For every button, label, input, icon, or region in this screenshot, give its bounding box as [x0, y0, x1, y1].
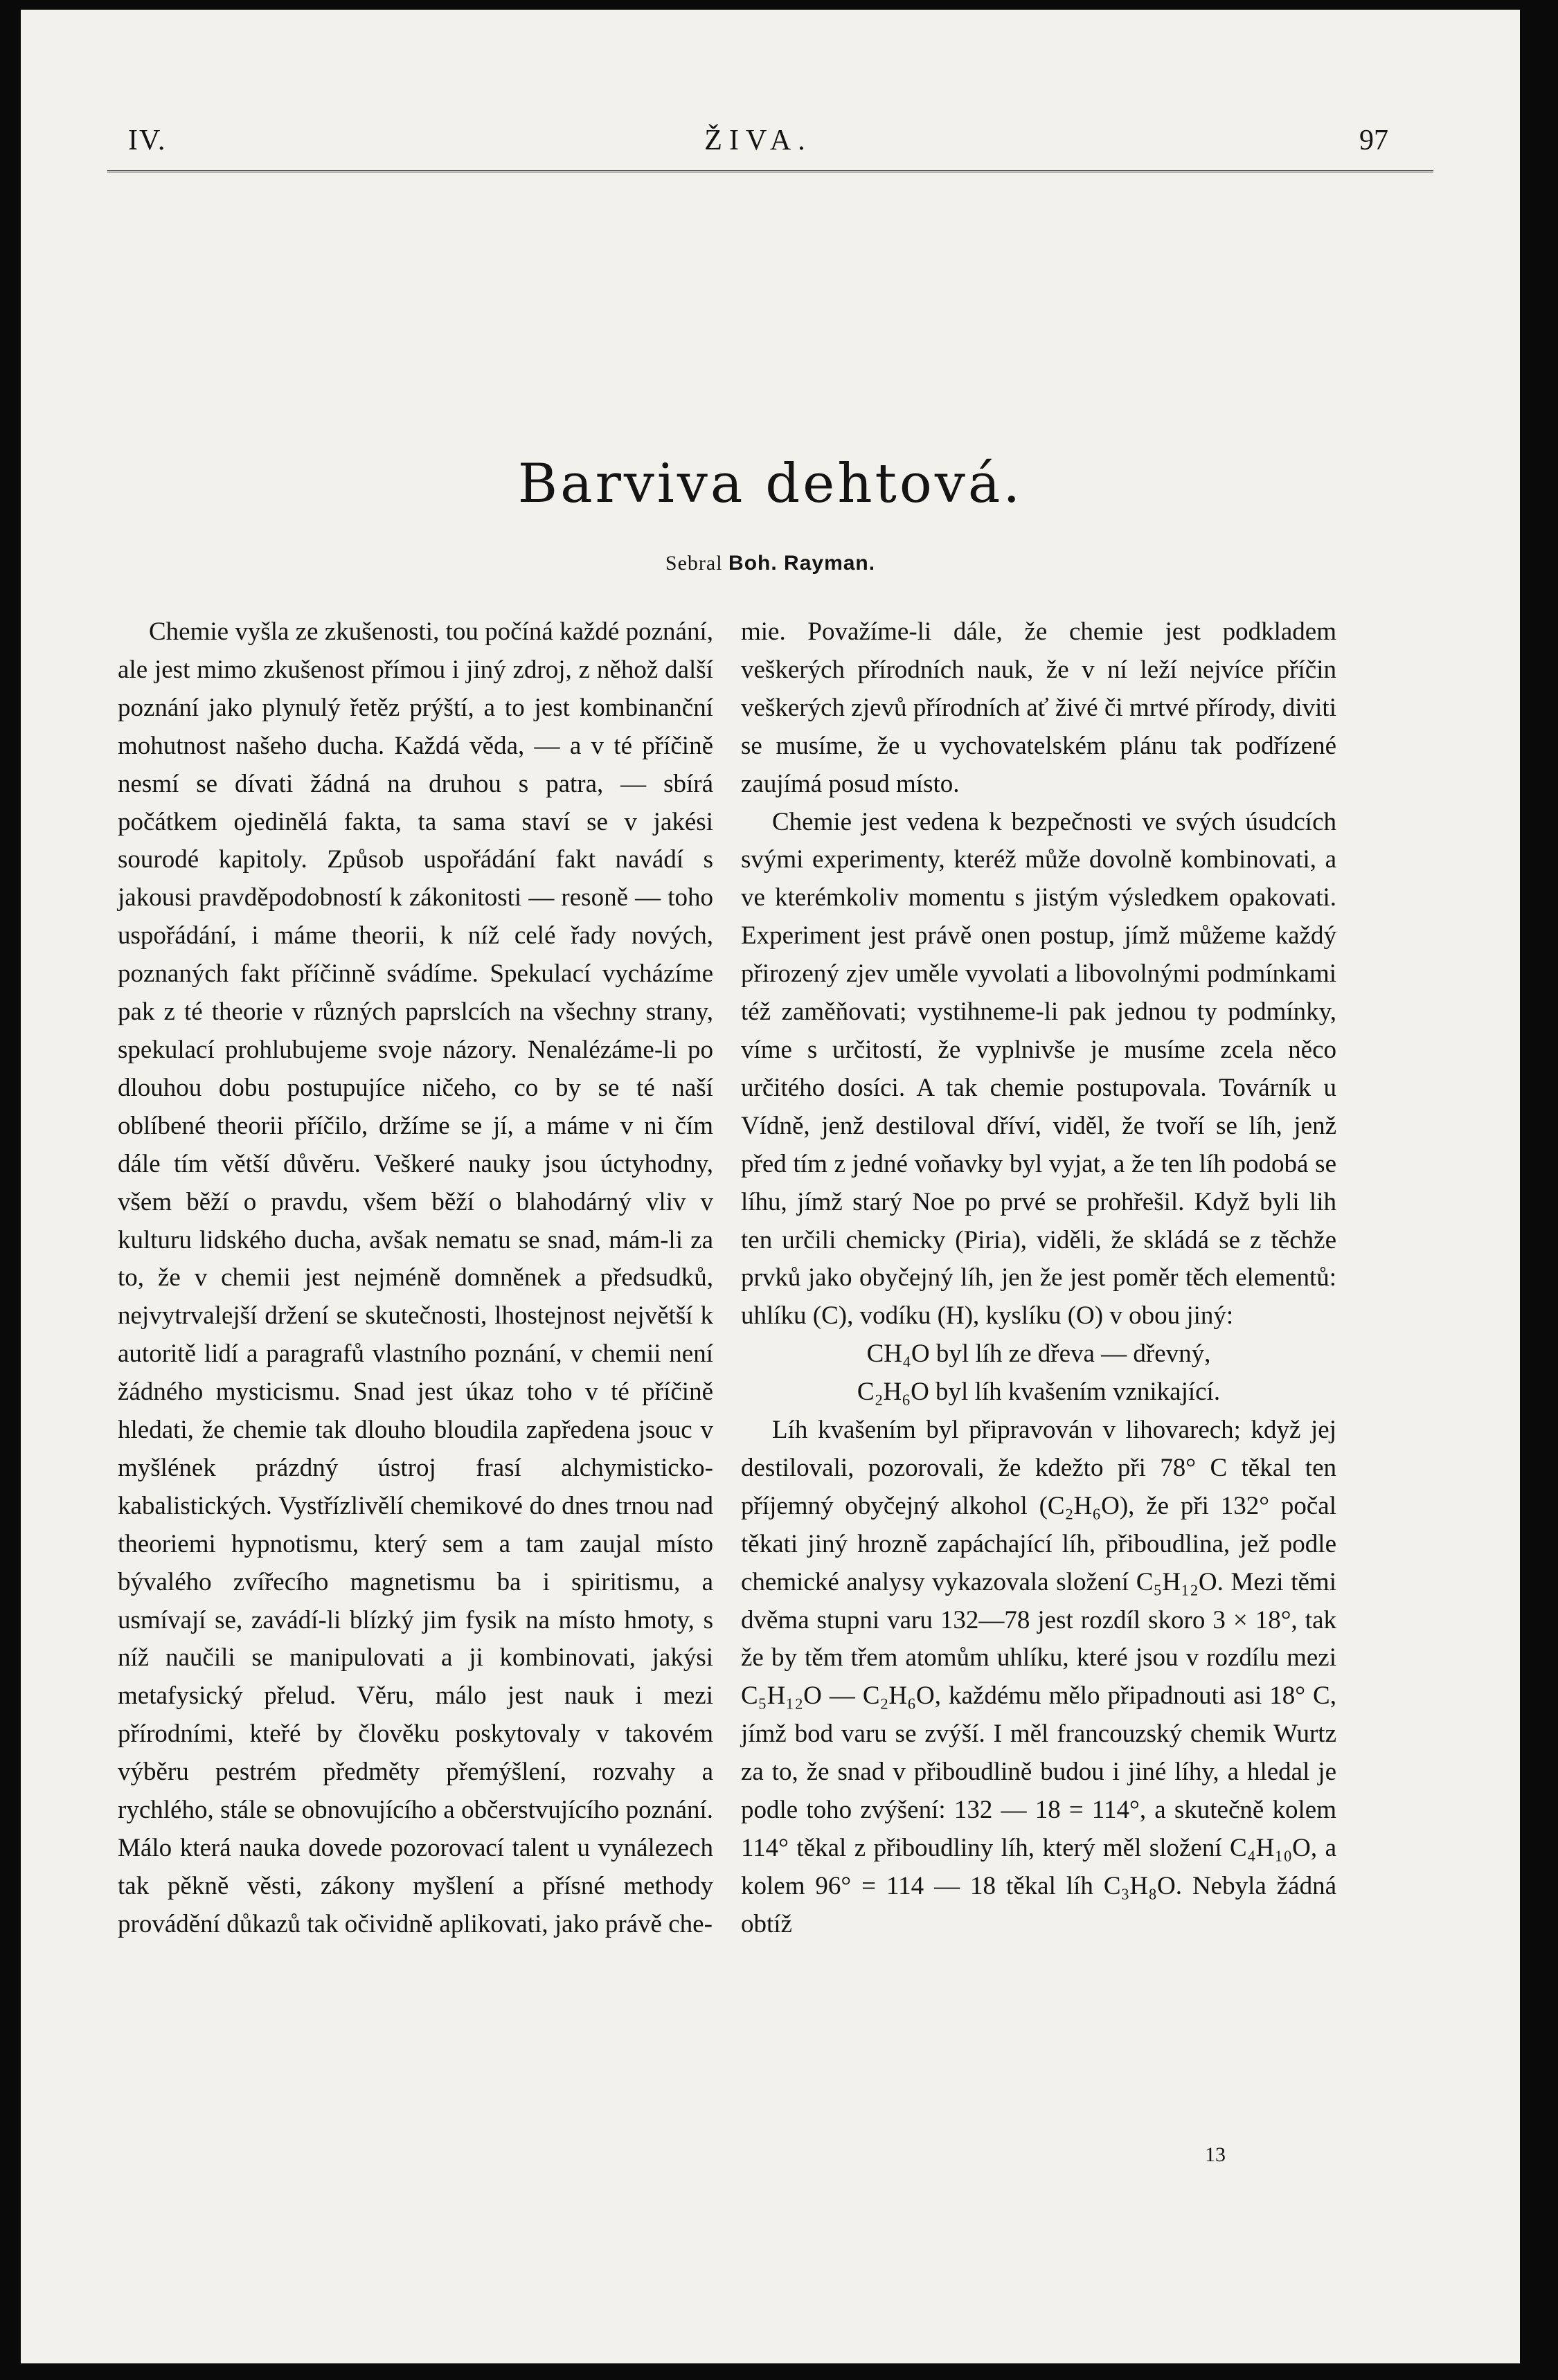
journal-page [21, 10, 1520, 2363]
paragraph: Chemie vyšla ze zkušenosti, tou počíná každé poznání, ale jest mimo zkušenost přímou i jiný zdroj, z něhož další poznání jako plynulý řetěz prýští, a to jest kombinanční mohutnost našeho ducha. Každá věda, — a v té příčině nesmí se dívati žádná na druhou s patra, — sbírá počátkem ojedinělá fakta, ta sama staví se v jakési sourodé kapitoly. Způsob uspořádání fakt navádí s jakousi pravděpodobností k zákonitosti — resoně — toho uspořádání, i máme theorii, k níž celé řady nových, poznaných fakt příčinně svádíme. Spekulací vycházíme pak z té theorie v různých paprslcích na všechny strany, spekulací prohlubujeme svoje názory. Nenalézáme-li po dlouhou dobu postupujíce ničeho, co by se té naší oblíbené theorii příčilo, držíme se jí, a máme v ni čím dále tím větší důvěru. Veškeré nauky jsou úctyhodny, všem běží o pravdu, všem běží o blahodárný vliv v kulturu lidského ducha, avšak nematu se snad, mám-li za to, že v chemii jest nejméně domněnek a předsudků, nejvytrvalejší držení se skutečnosti, lhostejnost největší k autoritě lidí a paragrafů vlastního poznání, v chemii není žádného mysticismu. Snad jest úkaz toho v té příčině hledati, že chemie tak dlouho bloudila zapředena jsouc v myšlének prázdný ústroj frasí alchymisticko-kabalistických. Vystřízlivělí chemikové do dnes trnou nad theoriemi hypnotismu, který sem a tam zaujal místo bývalého zvířecího magnetismu ba i spiritismu, a usmívají se, zavádí-li blízký jim fysik na místo hmoty, s níž naučili se manipulovati a ji kombinovati, jakýsi metafysický přelud. Věru, málo jest nauk i mezi přírodními, kteřé by člověku poskytovaly v takovém výběru pestrém předměty přemýšlení, rozvahy a rychlého, stále se obnovujícího a občerstvujícího poznání. Málo která nauka dovede pozorovací talent u vynálezech tak pěkně věsti, zákony myšlení a přísné methody provádění důkazů tak očividně aplikovati, jako právě che- [118, 617, 713, 1938]
signature-mark: 13 [1205, 2143, 1226, 2166]
formula-wood-alcohol: CH₄O byl líh ze dřeva — dřevný, [866, 1340, 1211, 1369]
article-title: Barviva dehtová. [517, 453, 1023, 515]
page-number: 97 [1359, 125, 1388, 156]
volume-number: IV. [128, 125, 167, 156]
paragraph-continuation: mie. Považíme-li dále, že chemie jest podkladem veškerých přírodních nauk, že v ní leží nejvíce příčin veškerých zjevů přírodních ať živé či mrtvé přírody, diviti se musíme, že u vychovatelském plánu tak podřízené zaujímá posud místo. [741, 617, 1336, 798]
right-column [741, 613, 1336, 1944]
author-name: Boh. Rayman. [728, 552, 876, 575]
byline-prefix: Sebral [665, 552, 723, 575]
paragraph: Chemie jest vedena k bezpečnosti ve svých úsudcích svými experimenty, kteréž může dovolně kombinovati, a ve kterémkoliv momentu s jistým výsledkem opakovati. Experiment jest právě onen postup, jímž můžeme každý přirozený zjev uměle vyvolati a libovolnými podmínkami též zaměňovati; vystihneme-li pak jednou ty podmínky, víme s určitostí, že vyplnivše je musíme zcela něco určitého dosíci. A tak chemie postupovala. Továrník u Vídně, jenž destiloval dříví, viděl, že tvoří se líh, jenž před tím z jedné voňavky byl vyjat, a že ten líh podobá se líhu, jímž starý Noe po prvé se prohřešil. Když byli lih ten určili chemicky (Piria), viděli, že skládá se z těchže prvků jako obyčejný líh, jen že jest poměr těch elementů: uhlíku (C), vodíku (H), kyslíku (O) v obou jiný: [741, 807, 1336, 1331]
left-column [118, 613, 713, 1944]
journal-name: ŽIVA. [704, 125, 812, 156]
header-rule [107, 170, 1433, 172]
article-byline [21, 552, 1520, 575]
formula-ethanol: C₂H₆O byl líh kvašením vznikající. [857, 1378, 1221, 1407]
paragraph: Líh kvašením byl připravován v lihovarech; když jej destilovali, pozorovali, že kdežto při 78° C těkal ten příjemný obyčejný alkohol (C₂H₆O), že při 132° počal těkati jiný hrozně zapáchající líh, přiboudlina, jež podle chemické analysy vykazovala složení C₅H₁₂O. Mezi těmi dvěma stupni varu 132—78 jest rozdíl skoro 3 × 18°, tak že by těm třem atomům uhlíku, které jsou v rozdílu mezi C₅H₁₂O — C₂H₆O, každému mělo připadnouti asi 18° C, jímž bod varu se zvýší. I měl francouzský chemik Wurtz za to, že snad v přiboudlině budou i jiné líhy, a hledal je podle toho zvýšení: 132 — 18 = 114°, a skutečně kolem 114° těkal z přiboudliny líh, který měl složení C₄H₁₀O, a kolem 96° = 114 — 18 těkal líh C₃H₈O. Nebyla žádná obtíž [741, 1416, 1336, 1938]
running-header [128, 124, 1388, 165]
